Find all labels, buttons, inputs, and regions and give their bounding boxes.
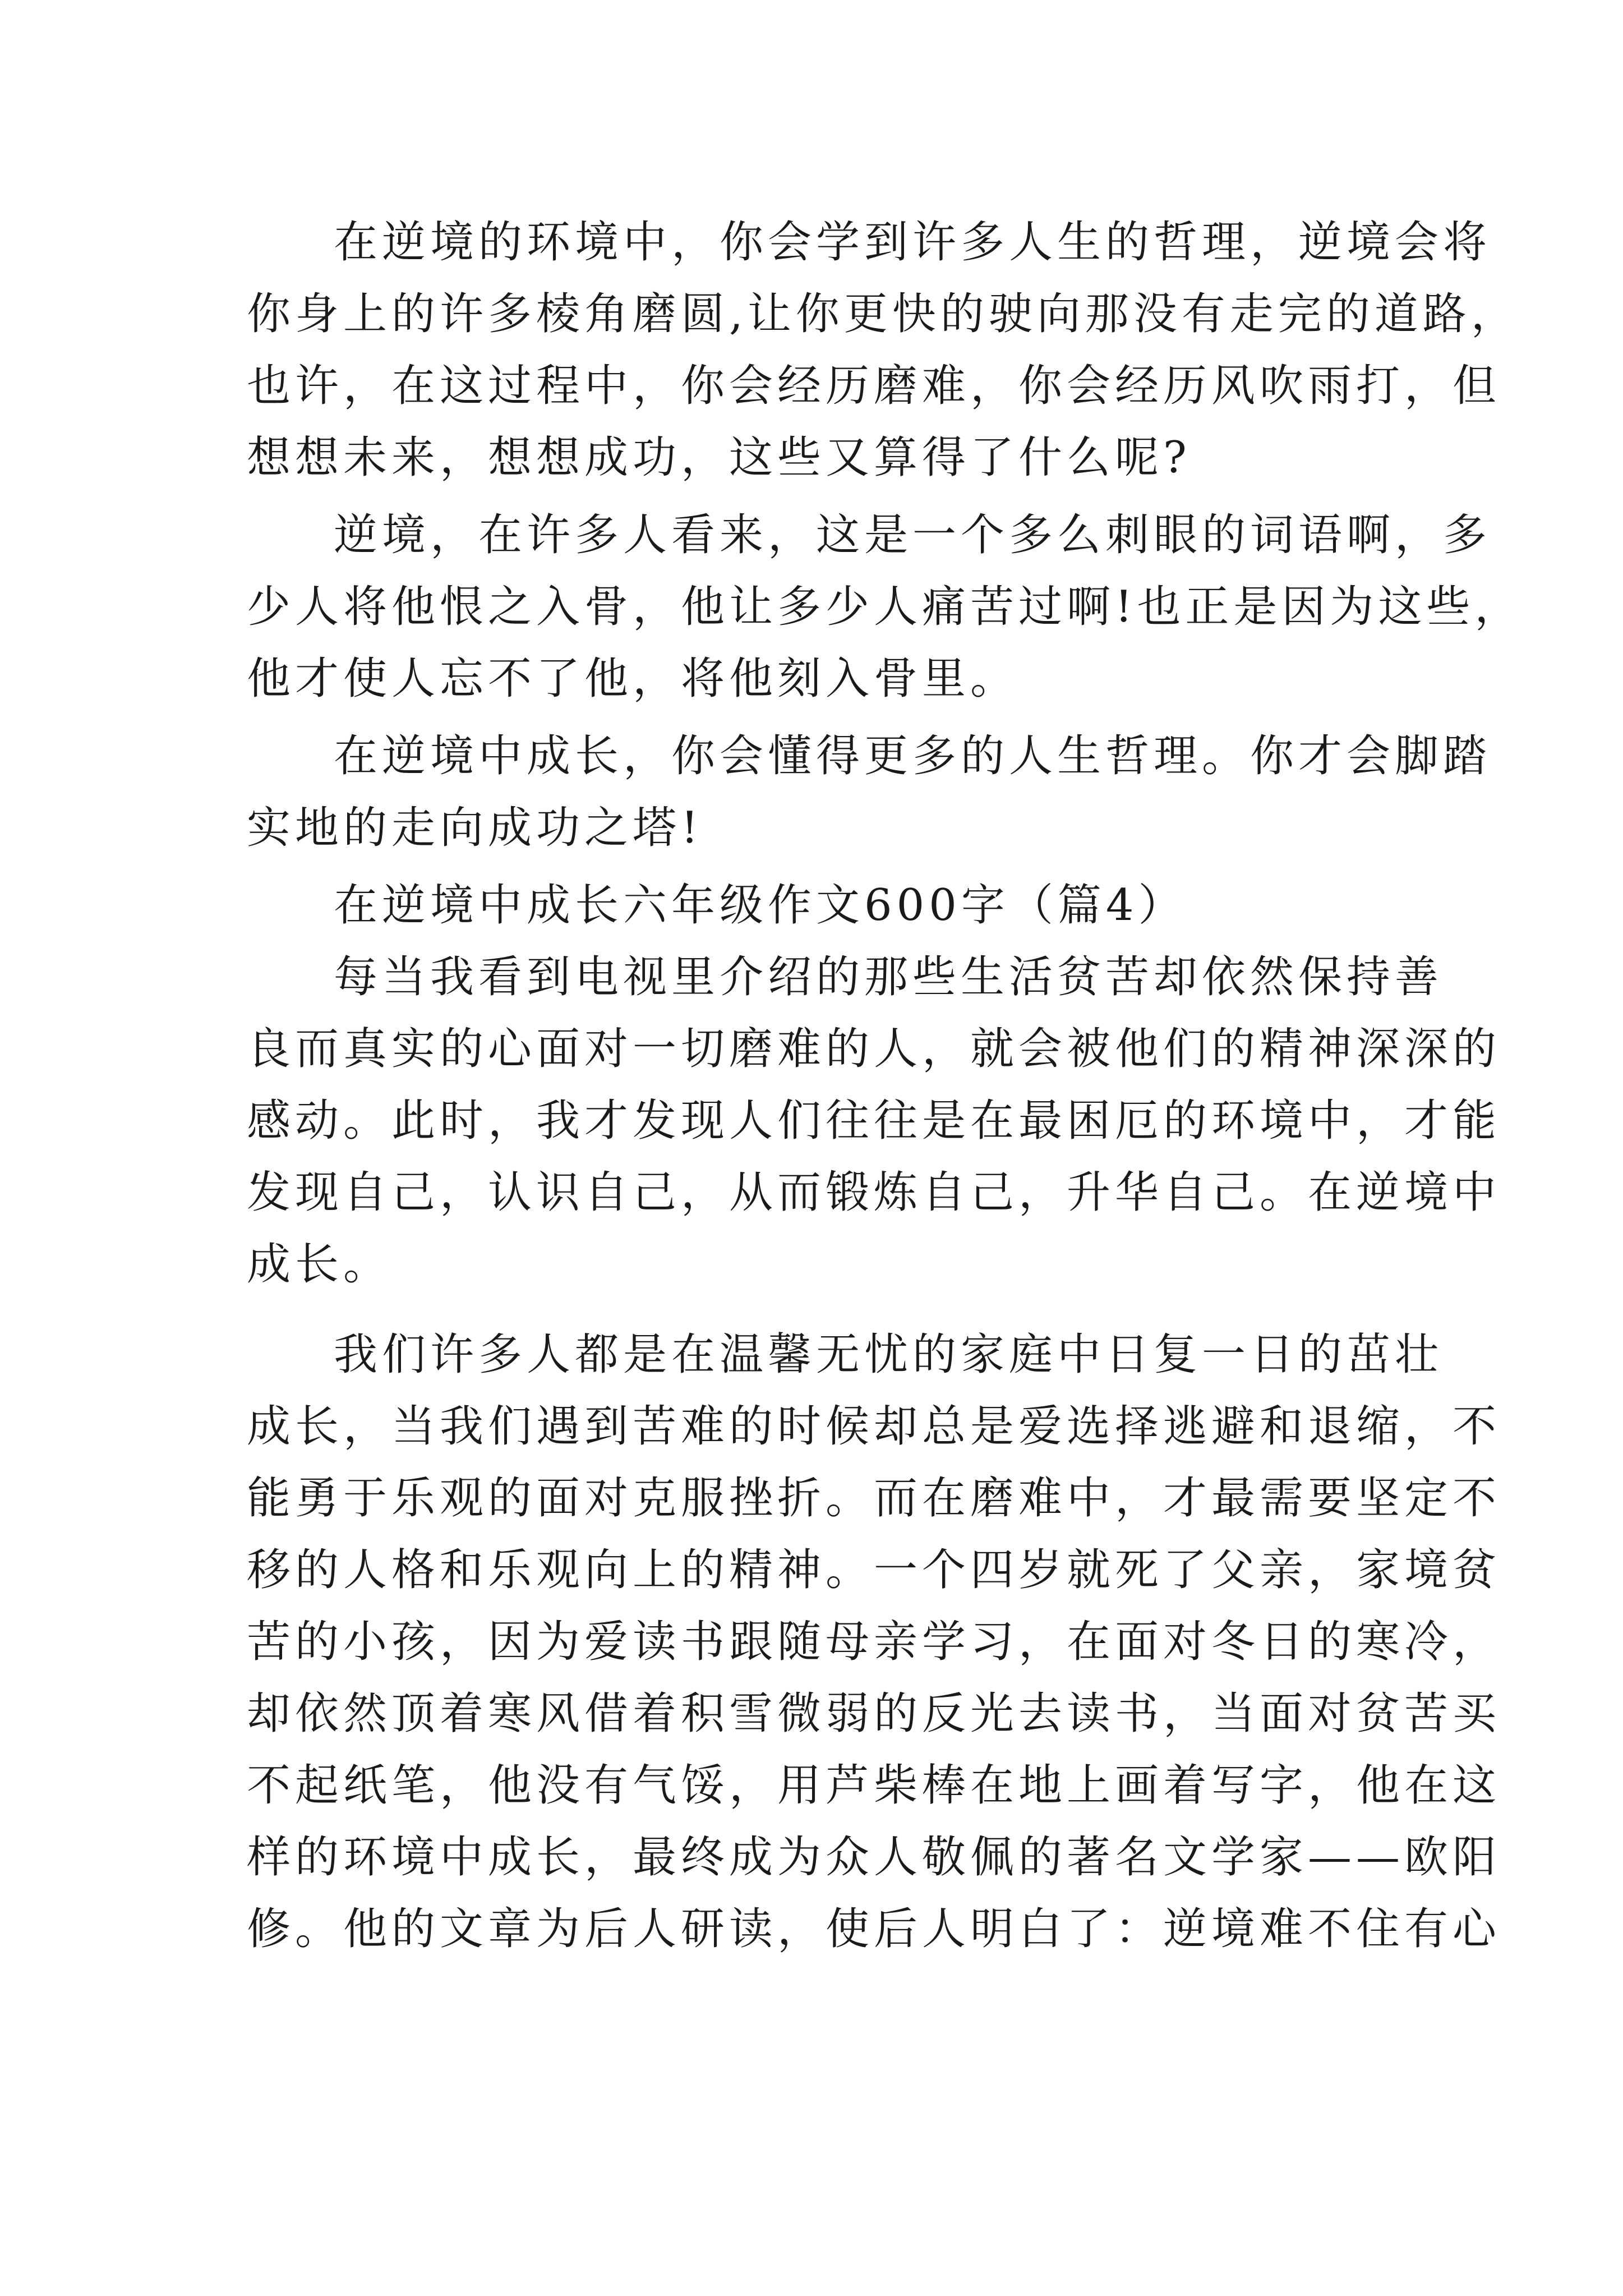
paragraph-line: 样的环境中成长，最终成为众人敬佩的著名文学家——欧阳 (247, 1832, 1501, 1883)
paragraph-line: 你身上的许多棱角磨圆,让你更快的驶向那没有走完的道路， (247, 289, 1519, 339)
paragraph-line: 成长，当我们遇到苦难的时候却总是爱选择逃避和退缩，不 (247, 1401, 1501, 1452)
paragraph-line: 苦的小孩，因为爱读书跟随母亲学习，在面对冬日的寒冷， (247, 1617, 1501, 1667)
paragraph-line: 成长。 (247, 1239, 392, 1290)
section-heading: 在逆境中成长六年级作文600字（篇4） (334, 880, 1187, 931)
paragraph-line: 逆境，在许多人看来，这是一个多么刺眼的词语啊，多 (334, 510, 1492, 560)
paragraph-line: 他才使人忘不了他，将他刻入骨里。 (247, 654, 1019, 704)
paragraph-line: 移的人格和乐观向上的精神。一个四岁就死了父亲，家境贫 (247, 1545, 1501, 1595)
paragraph-line: 想想未来，想想成功，这些又算得了什么呢? (247, 432, 1191, 483)
paragraph-line: 却依然顶着寒风借着积雪微弱的反光去读书，当面对贫苦买 (247, 1688, 1501, 1739)
paragraph-line: 每当我看到电视里介绍的那些生活贫苦却依然保持善 (334, 952, 1444, 1002)
paragraph-line: 在逆境中成长，你会懂得更多的人生哲理。你才会脚踏 (334, 731, 1492, 781)
paragraph-line: 少人将他恨之入骨，他让多少人痛苦过啊!也正是因为这些， (247, 582, 1523, 632)
paragraph-line: 发现自己，认识自己，从而锻炼自己，升华自己。在逆境中 (247, 1167, 1501, 1218)
paragraph-line: 也许，在这过程中，你会经历磨难，你会经历风吹雨打，但 (247, 361, 1501, 411)
paragraph-line: 能勇于乐观的面对克服挫折。而在磨难中，才最需要坚定不 (247, 1473, 1501, 1524)
paragraph-line: 实地的走向成功之塔! (247, 803, 703, 853)
paragraph-line: 良而真实的心面对一切磨难的人，就会被他们的精神深深的 (247, 1024, 1501, 1074)
paragraph-line: 修。他的文章为后人研读，使后人明白了：逆境难不住有心 (247, 1904, 1501, 1954)
paragraph-line: 在逆境的环境中，你会学到许多人生的哲理，逆境会将 (334, 217, 1492, 268)
paragraph-line: 我们许多人都是在温馨无忧的家庭中日复一日的茁壮 (334, 1329, 1444, 1380)
paragraph-line: 不起纸笔，他没有气馁，用芦柴棒在地上画着写字，他在这 (247, 1760, 1501, 1811)
paragraph-line: 感动。此时，我才发现人们往往是在最困厄的环境中，才能 (247, 1096, 1501, 1146)
